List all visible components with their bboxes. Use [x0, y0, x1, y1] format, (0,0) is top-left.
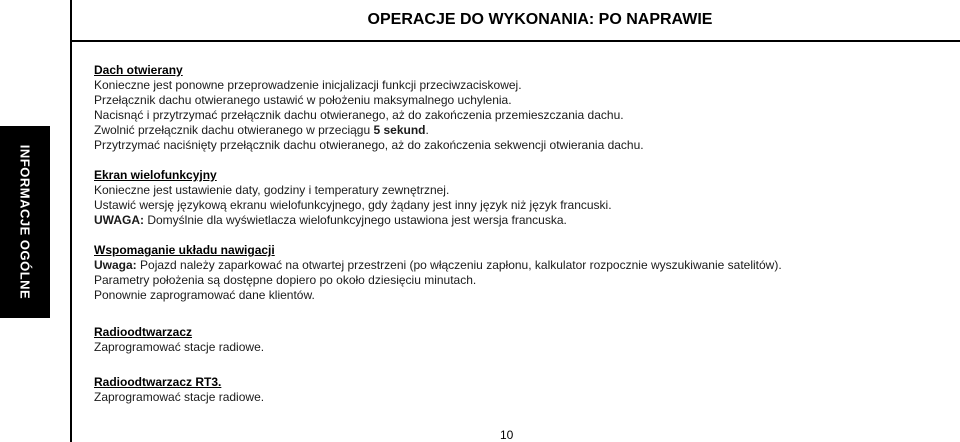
text-line	[94, 258, 944, 273]
text-line: Przytrzymać naciśnięty przełącznik dachu otwieranego, aż do zakończenia sekwencji otwierania dachu.	[94, 138, 644, 152]
text-line: Przełącznik dachu otwieranego ustawić w położeniu maksymalnego uchylenia.	[94, 93, 512, 107]
text-fragment: Zwolnić przełącznik dachu otwieranego w przeciągu	[94, 123, 374, 137]
section-heading: Radioodtwarzacz	[94, 325, 193, 339]
text-line: Parametry położenia są dostępne dopiero po około dziesięciu minutach.	[94, 273, 477, 287]
note-label: Uwaga:	[94, 258, 137, 272]
text-line: Konieczne jest ustawienie daty, godziny i temperatury zewnętrznej.	[94, 183, 450, 197]
section-navigation	[94, 243, 944, 303]
note-label: UWAGA:	[94, 213, 144, 227]
text-line: Zaprogramować stacje radiowe.	[94, 390, 265, 404]
text-line: Zaprogramować stacje radiowe.	[94, 340, 265, 354]
side-tab	[0, 126, 50, 318]
text-line: Nacisnąć i przytrzymać przełącznik dachu otwieranego, aż do zakończenia przemieszczania dachu.	[94, 108, 624, 122]
section-heading: Dach otwierany	[94, 63, 183, 77]
section-radio-rt3	[94, 375, 944, 405]
duration-value: 5 sekund	[373, 123, 426, 137]
left-rule	[70, 40, 72, 442]
section-radio	[94, 325, 944, 355]
section-heading: Radioodtwarzacz RT3.	[94, 375, 222, 389]
section-heading: Wspomaganie układu nawigacji	[94, 243, 275, 257]
text-fragment: Pojazd należy zaparkować na otwartej przestrzeni (po włączeniu zapłonu, kalkulator rozpocznie wyszukiwanie satelitów).	[136, 258, 782, 272]
section-heading: Ekran wielofunkcyjny	[94, 168, 217, 182]
section-roof	[94, 63, 944, 153]
text-line	[94, 123, 944, 138]
text-line: Konieczne jest ponowne przeprowadzenie inicjalizacji funkcji przeciwzaciskowej.	[94, 78, 522, 92]
section-display	[94, 168, 944, 228]
text-line: Ustawić wersję językową ekranu wielofunkcyjnego, gdy żądany jest inny język niż język francuski.	[94, 198, 612, 212]
text-fragment: .	[425, 123, 429, 137]
text-line	[94, 213, 944, 228]
text-line: Ponownie zaprogramować dane klientów.	[94, 288, 315, 302]
text-fragment: Domyślnie dla wyświetlacza wielofunkcyjnego ustawiona jest wersja francuska.	[144, 213, 567, 227]
page-number: 10	[500, 428, 514, 442]
page-title: OPERACJE DO WYKONANIA: PO NAPRAWIE	[367, 11, 713, 28]
content-body	[94, 63, 944, 405]
side-tab-label: INFORMACJE OGÓLNE	[17, 144, 33, 300]
